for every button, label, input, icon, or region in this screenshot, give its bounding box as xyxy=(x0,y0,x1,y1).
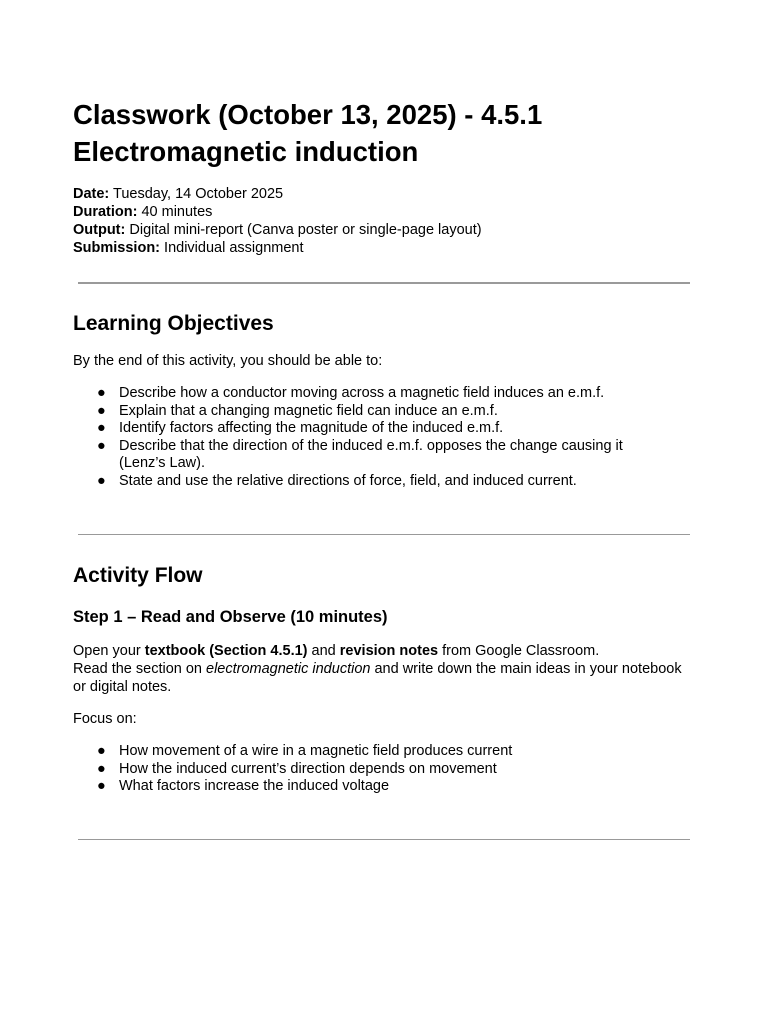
list-item xyxy=(73,473,693,491)
list-item-text: What factors increase the induced voltage xyxy=(119,778,390,795)
meta-date-label: Date: xyxy=(73,186,110,202)
bullet-icon: ● xyxy=(97,385,106,401)
section-divider xyxy=(78,534,690,535)
bullet-icon: ● xyxy=(97,778,106,795)
meta-date xyxy=(73,185,482,203)
meta-submission-value: Individual assignment xyxy=(164,240,304,256)
bullet-icon: ● xyxy=(97,472,106,489)
list-item-text: How movement of a wire in a magnetic field produces current xyxy=(119,743,513,759)
list-item xyxy=(73,420,693,438)
meta-submission-label: Submission: xyxy=(73,240,161,256)
meta-duration-label: Duration: xyxy=(73,204,138,220)
section-divider xyxy=(78,282,690,284)
step1-text-1: Open your xyxy=(73,643,145,659)
list-item xyxy=(73,743,693,761)
step1-text-2: and xyxy=(307,643,340,659)
list-item xyxy=(73,761,693,779)
list-item-text: How the induced current’s direction depends on movement xyxy=(119,760,497,777)
bullet-icon: ● xyxy=(97,743,106,759)
section-divider xyxy=(78,839,690,840)
meta-output xyxy=(73,221,482,239)
bullet-icon: ● xyxy=(97,760,106,777)
list-item-text: State and use the relative directions of force, field, and induced current. xyxy=(119,472,577,489)
objectives-list xyxy=(73,385,693,491)
objectives-heading: Learning Objectives xyxy=(73,312,274,335)
meta-duration xyxy=(73,203,482,221)
list-item-text: Describe how a conductor moving across a magnetic field induces an e.m.f. xyxy=(119,385,605,401)
step1-text-3: from Google Classroom. xyxy=(438,643,600,659)
meta-duration-value: 40 minutes xyxy=(141,204,213,220)
step1-textbook-ref: textbook (Section 4.5.1) xyxy=(144,643,308,659)
list-item xyxy=(73,385,693,403)
step1-revision-notes: revision notes xyxy=(339,643,439,659)
list-item-text: Explain that a changing magnetic field can induce an e.m.f. xyxy=(119,402,498,419)
meta-submission xyxy=(73,239,482,257)
list-item xyxy=(73,778,693,796)
document-title: Classwork (October 13, 2025) - 4.5.1 Electromagnetic induction xyxy=(73,99,543,167)
meta-date-value: Tuesday, 14 October 2025 xyxy=(113,186,284,202)
step1-text-4: Read the section on xyxy=(73,661,207,677)
meta-output-label: Output: xyxy=(73,222,126,238)
objectives-intro: By the end of this activity, you should be able to: xyxy=(73,353,383,369)
list-item-text: Describe that the direction of the induced e.m.f. opposes the change causing it (Lenz’s Law). xyxy=(119,437,623,472)
focus-list xyxy=(73,743,693,796)
meta-output-value: Digital mini-report (Canva poster or single-page layout) xyxy=(129,222,482,238)
assignment-meta xyxy=(73,185,482,257)
step1-topic: electromagnetic induction xyxy=(206,661,371,677)
step1-heading: Step 1 – Read and Observe (10 minutes) xyxy=(73,608,388,626)
activity-heading: Activity Flow xyxy=(73,564,203,587)
focus-label: Focus on: xyxy=(73,711,137,727)
bullet-icon: ● xyxy=(97,437,106,454)
step1-text-5: and write down the main ideas in your notebook or digital notes. xyxy=(73,661,682,695)
bullet-icon: ● xyxy=(97,402,106,419)
bullet-icon: ● xyxy=(97,420,106,437)
step1-instructions xyxy=(73,642,693,696)
list-item xyxy=(73,403,693,421)
list-item-text: Identify factors affecting the magnitude of the induced e.m.f. xyxy=(119,420,504,437)
list-item xyxy=(73,438,693,473)
